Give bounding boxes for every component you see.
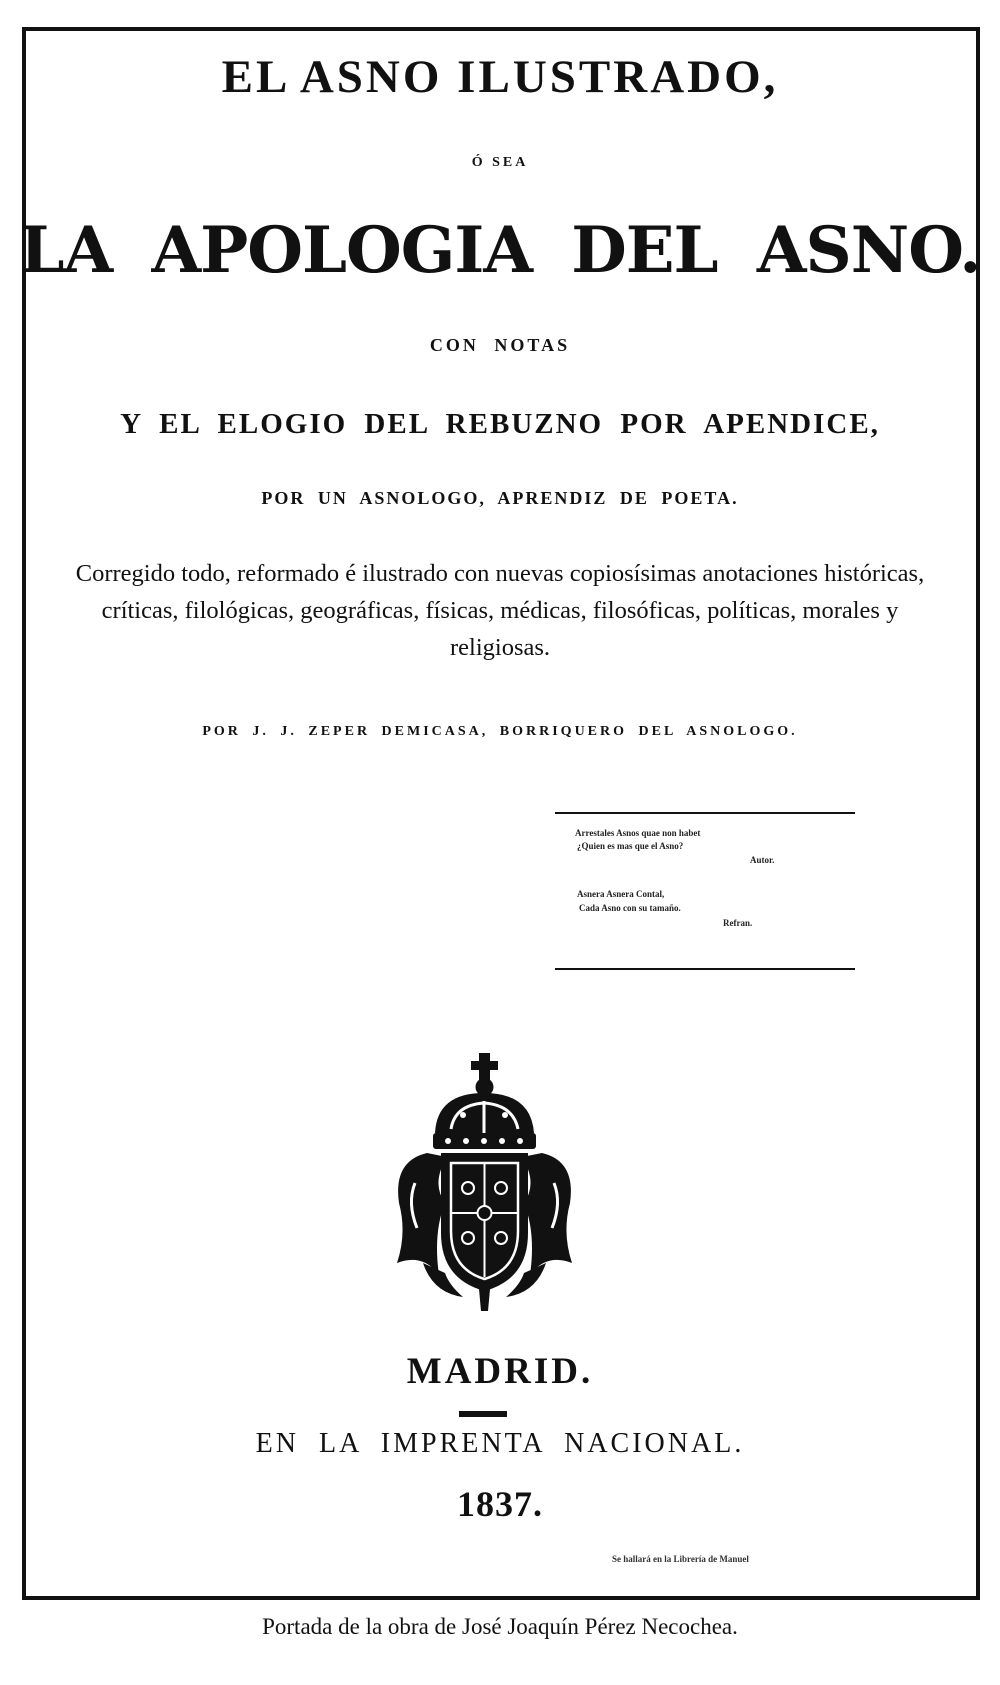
- epigraph-second-attribution: Refran.: [723, 918, 753, 928]
- subtitle-appendix: Y EL ELOGIO DEL REBUZNO POR APENDICE,: [120, 408, 880, 440]
- imprint-printer: EN LA IMPRENTA NACIONAL.: [255, 1428, 745, 1459]
- title-conjunction: Ó SEA: [471, 155, 529, 170]
- author-line: POR UN ASNOLOGO, APRENDIZ DE POETA.: [261, 488, 739, 508]
- seller-note: Se hallará en la Librería de Manuel: [612, 1554, 749, 1564]
- epigraph-first-attribution: Autor.: [750, 855, 775, 865]
- epigraph-second-quote-line-2: Cada Asno con su tamaño.: [579, 903, 681, 913]
- imprint-city: MADRID.: [406, 1351, 594, 1392]
- epigraph-first-quote-line-2: ¿Quien es mas que el Asno?: [577, 841, 684, 851]
- editor-line: POR J. J. ZEPER DEMICASA, BORRIQUERO DEL ASNOLOGO.: [202, 724, 798, 739]
- imprint-divider: [459, 1411, 507, 1417]
- epigraph-second-quote-line-1: Asnera Asnera Contal,: [577, 889, 665, 899]
- epigraph-first-quote-line-1: Arrestales Asnos quae non habet: [575, 828, 701, 838]
- book-title-line-1: EL ASNO ILUSTRADO,: [221, 51, 779, 103]
- epigraph-box: [555, 812, 855, 970]
- royal-coat-of-arms-emblem: [393, 1053, 576, 1313]
- figure-caption: Portada de la obra de José Joaquín Pérez Necochea.: [262, 1614, 738, 1639]
- description-paragraph: Corregido todo, reformado é ilustrado con nuevas copiosísimas anotaciones históricas, críticas, filológicas, geográficas, físicas, médicas, filosóficas, políticas, morales y religiosas.: [75, 560, 925, 661]
- book-title-line-2: LA APOLOGIA DEL ASNO.: [19, 213, 981, 288]
- subtitle-notes: CON NOTAS: [429, 335, 571, 355]
- imprint-year: 1837.: [457, 1484, 543, 1524]
